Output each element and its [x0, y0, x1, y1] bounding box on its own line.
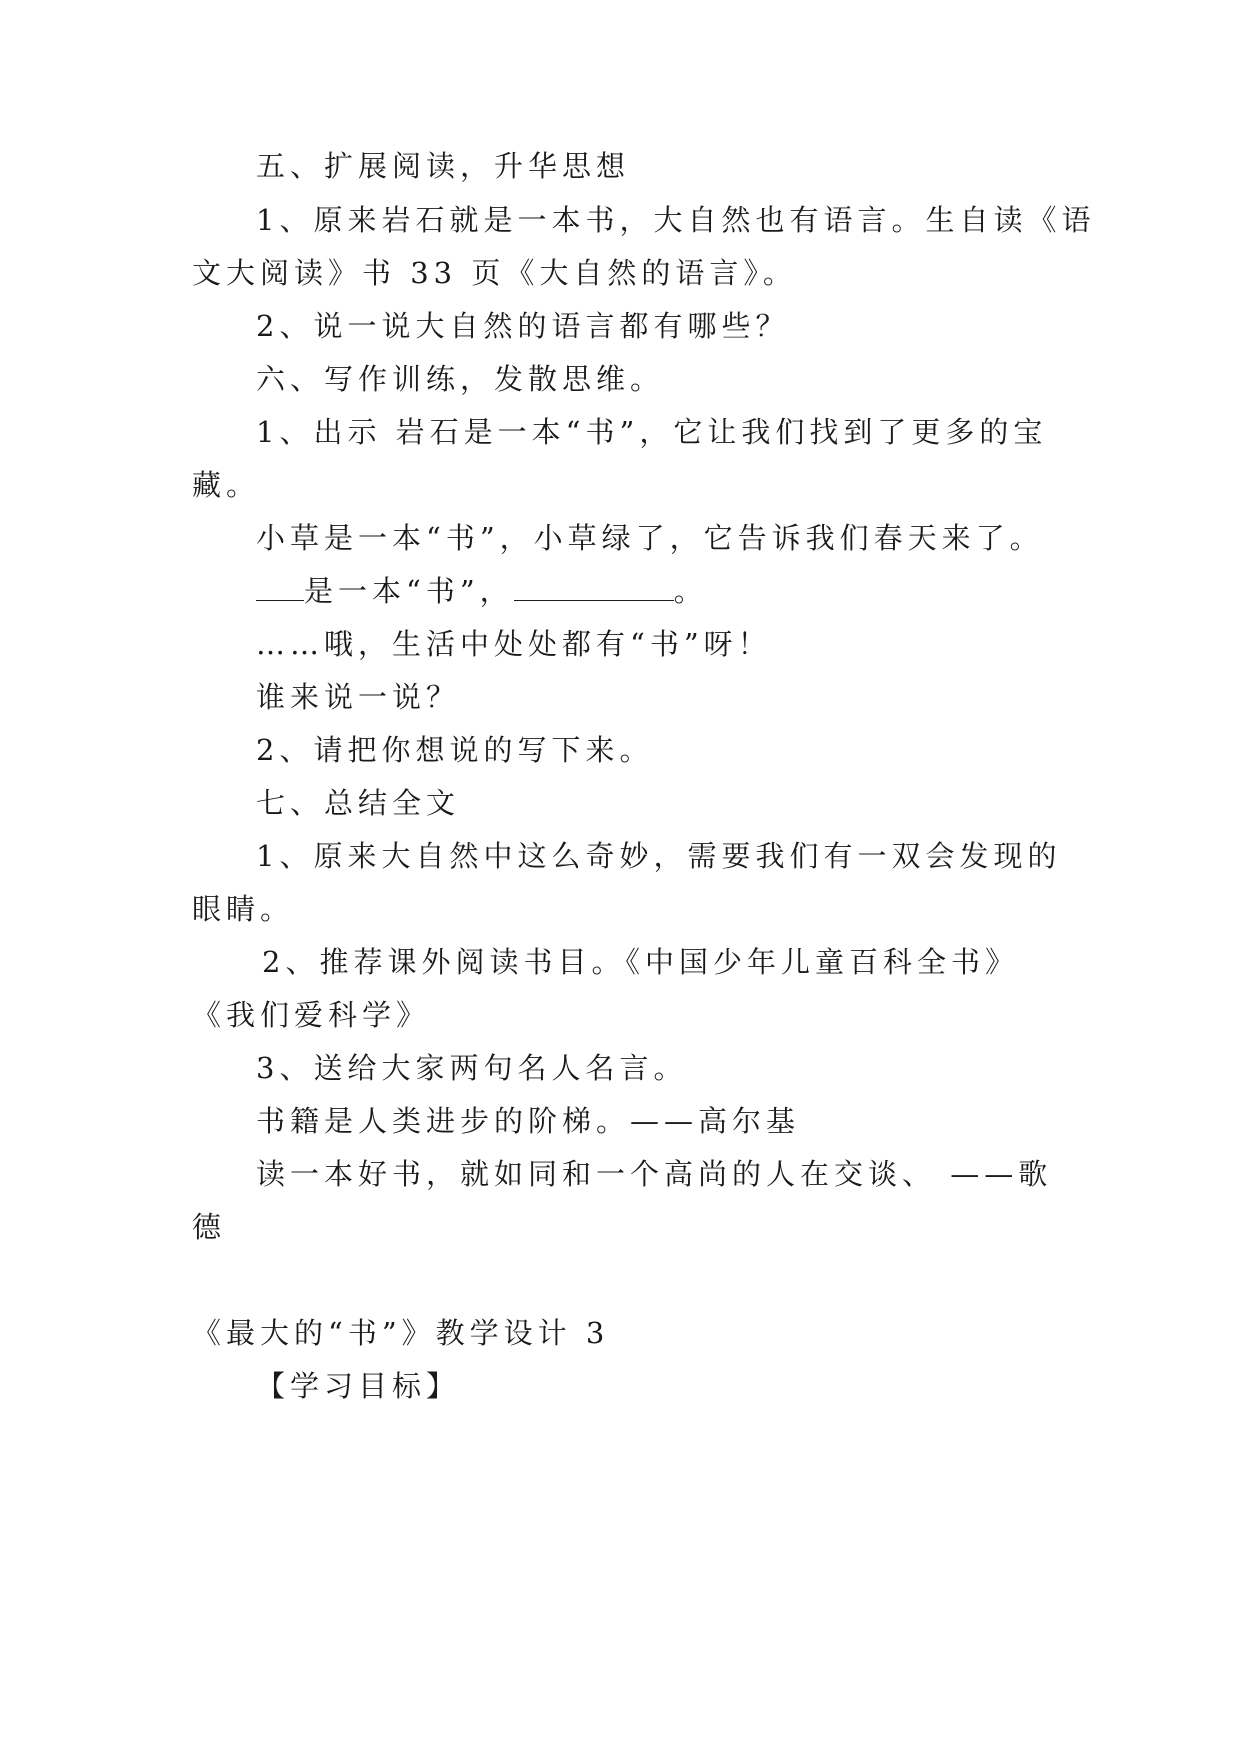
section-heading-6: 六、写作训练，发散思维。 — [256, 362, 665, 396]
document-title: 《最大的“书”》教学设计 3 — [192, 1316, 610, 1350]
blank-end-text: 。 — [673, 574, 708, 608]
paragraph-line: 藏。 — [192, 468, 261, 502]
section-heading-7: 七、总结全文 — [256, 786, 461, 820]
paragraph-line: 文大阅读》书 33 页《大自然的语言》。 — [192, 256, 797, 290]
paragraph-line: 3、送给大家两句名人名言。 — [256, 1051, 688, 1085]
section-heading-5: 五、扩展阅读，升华思想 — [256, 149, 631, 183]
paragraph-line: 1、出示 岩石是一本“书”，它让我们找到了更多的宝 — [256, 415, 1048, 449]
paragraph-line: ……哦，生活中处处都有“书”呀！ — [256, 627, 772, 661]
blank-text: 是一本“书”， — [304, 574, 514, 608]
paragraph-line: 《我们爱科学》 — [192, 998, 431, 1032]
fill-in-blank-line — [256, 571, 1056, 611]
paragraph-line: 1、原来大自然中这么奇妙，需要我们有一双会发现的 — [256, 839, 1062, 873]
paragraph-line: 2、请把你想说的写下来。 — [256, 733, 654, 767]
paragraph-line: 2、推荐课外阅读书目。《中国少年儿童百科全书》 — [262, 945, 1019, 979]
paragraph-line: 2、说一说大自然的语言都有哪些？ — [256, 309, 790, 343]
paragraph-line: 1、原来岩石就是一本书，大自然也有语言。生自读《语 — [256, 203, 1096, 237]
blank-underline — [256, 574, 304, 601]
section-heading-objectives: 【学习目标】 — [256, 1369, 461, 1403]
quote-line: 书籍是人类进步的阶梯。——高尔基 — [256, 1104, 801, 1138]
quote-line: 读一本好书，就如同和一个高尚的人在交谈、 ——歌 — [256, 1157, 1053, 1191]
paragraph-line: 眼睛。 — [192, 892, 295, 926]
blank-underline — [514, 574, 674, 601]
paragraph-line: 谁来说一说？ — [256, 680, 461, 714]
paragraph-line: 小草是一本“书”，小草绿了，它告诉我们春天来了。 — [256, 521, 1044, 555]
quote-line: 德 — [192, 1210, 227, 1244]
